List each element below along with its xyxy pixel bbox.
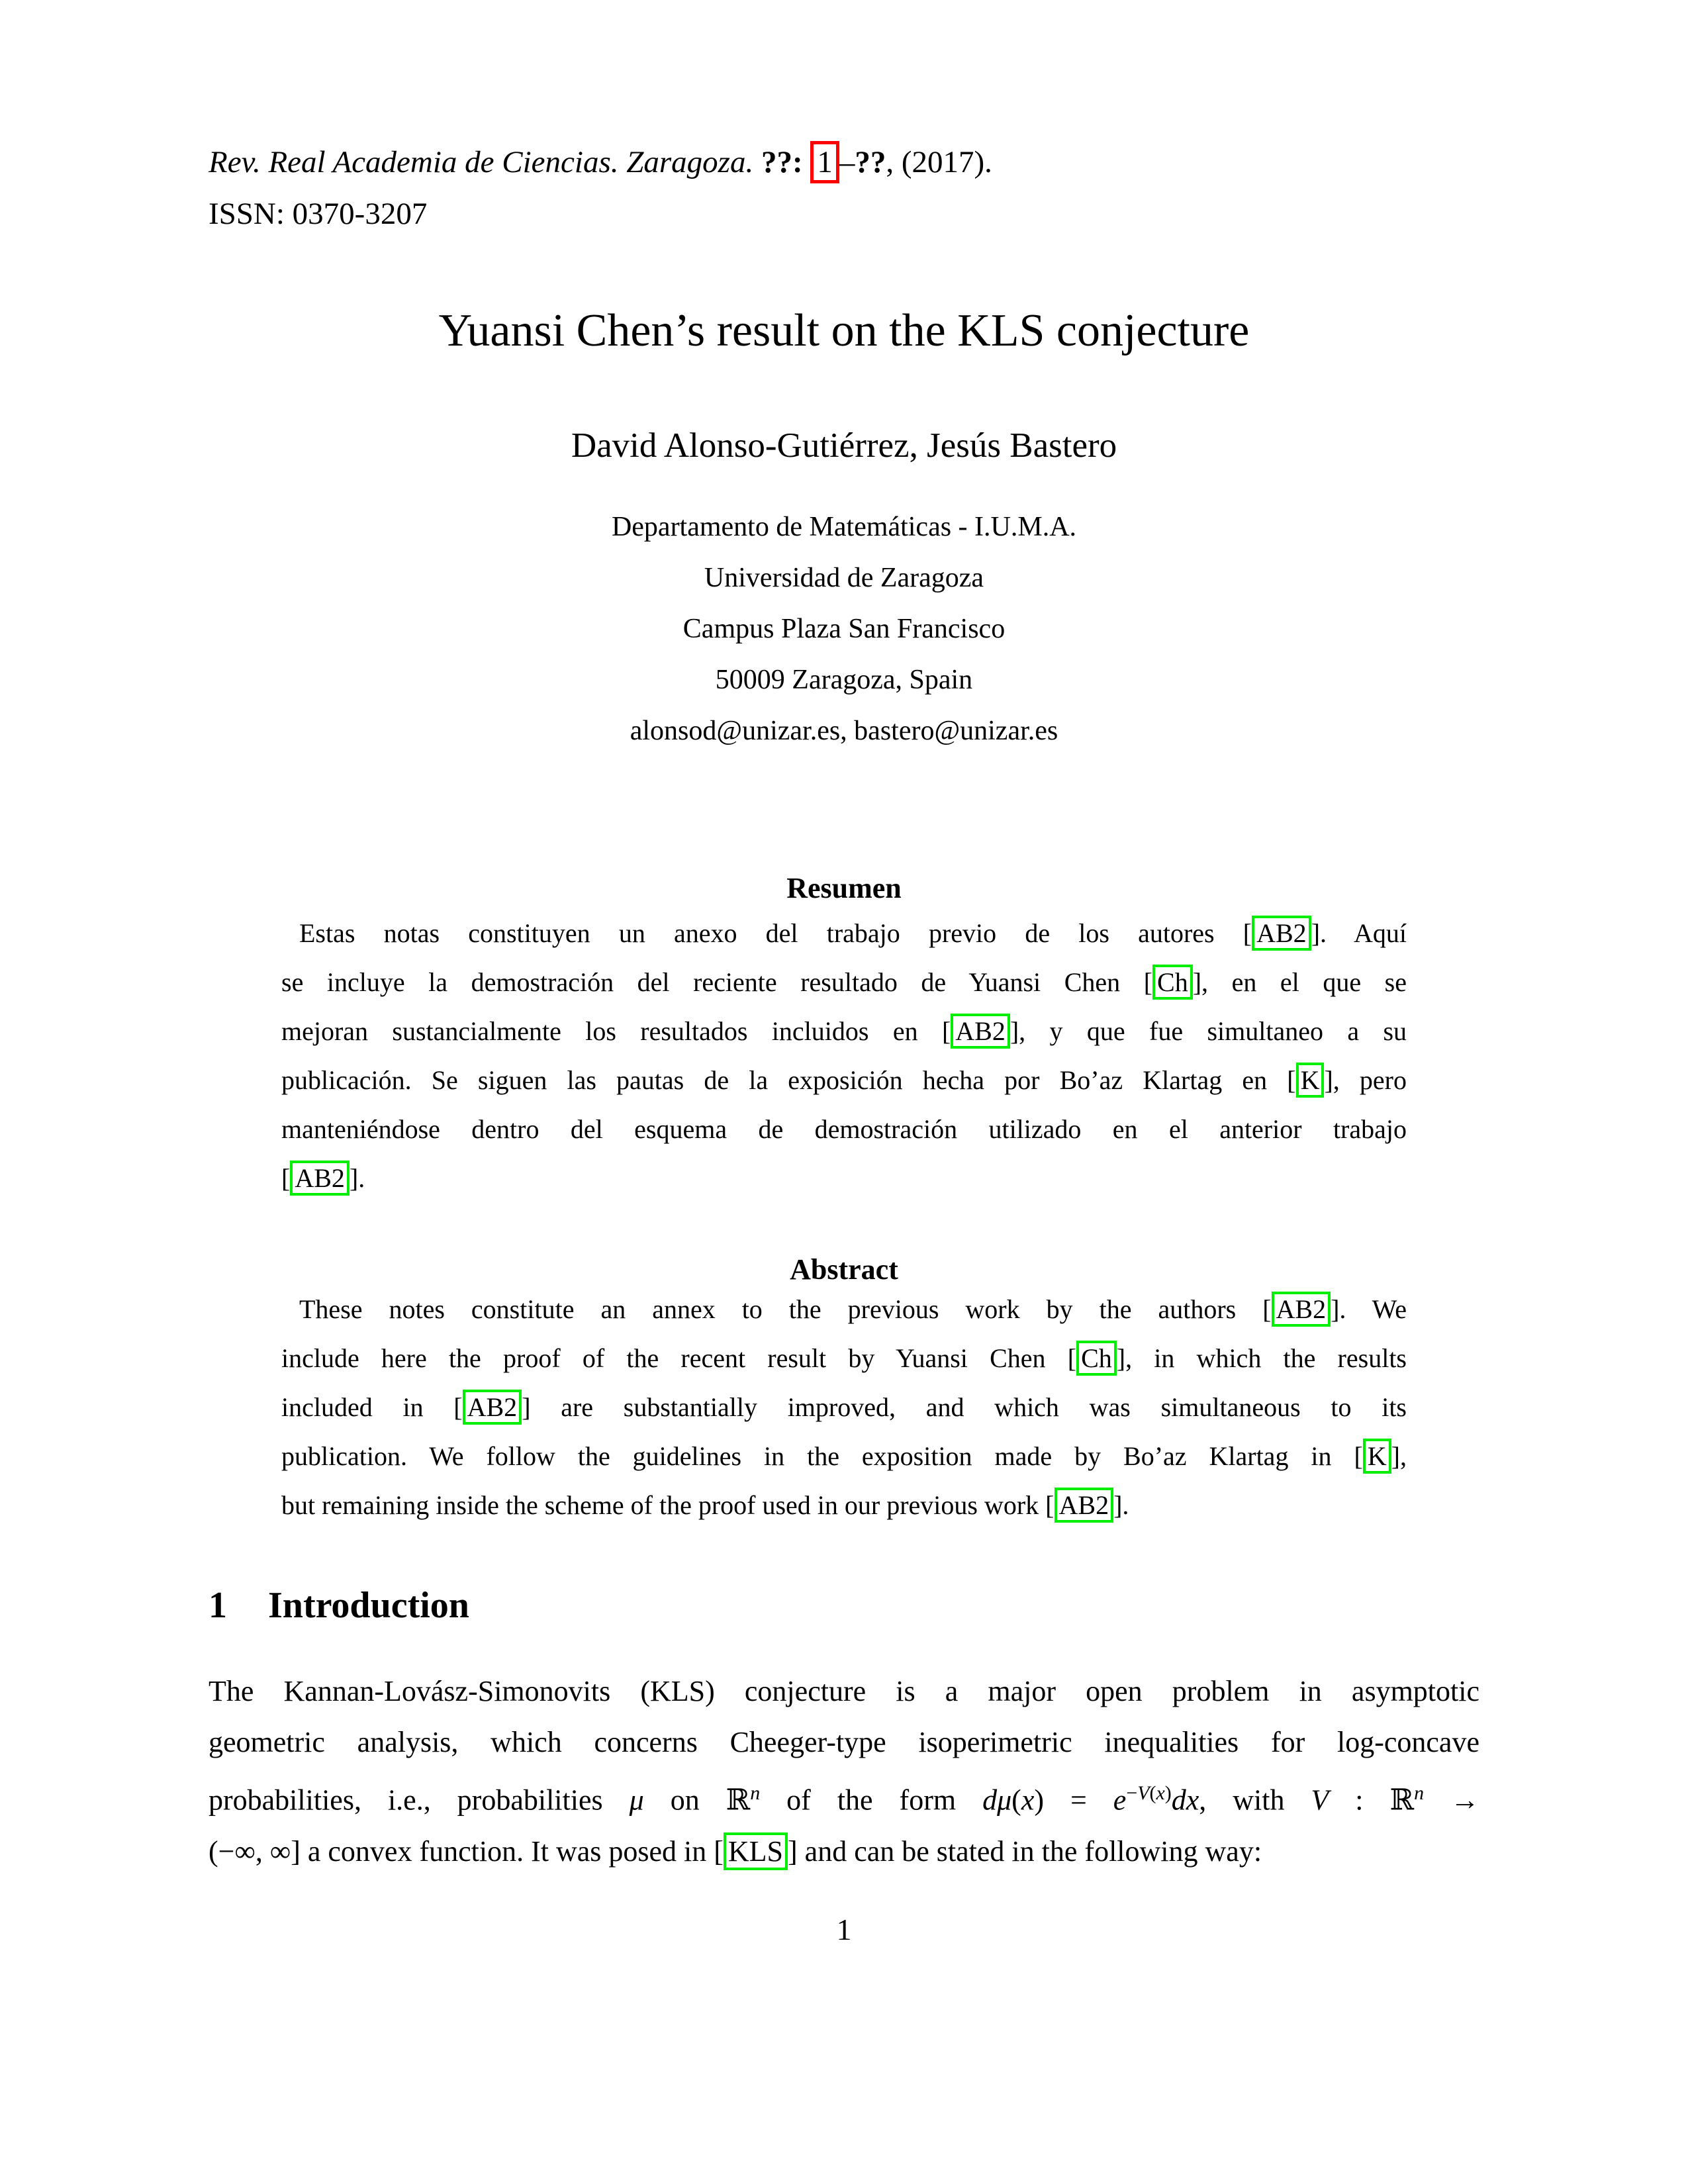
text-line [281, 1154, 1407, 1203]
text-run: ], pero [1324, 1065, 1407, 1095]
issn-line: ISSN: 0370-3207 [209, 197, 428, 231]
section-number: 1 [209, 1585, 227, 1626]
text-run: ] and can be stated in the following way: [788, 1834, 1262, 1868]
text-run: – [839, 145, 855, 179]
text-line [281, 1481, 1407, 1530]
text-run: ) [1164, 1782, 1172, 1804]
text-run: (−∞, ∞] a convex function. It was posed in [ [209, 1834, 724, 1868]
resumen-paragraph [281, 909, 1407, 1203]
text-run: included in [ [281, 1392, 463, 1422]
citation-link[interactable]: K [1363, 1439, 1391, 1474]
journal-header [209, 136, 1479, 240]
text-run: : ℝ [1329, 1783, 1415, 1817]
text-line [209, 1717, 1479, 1768]
citation-link[interactable]: Ch [1076, 1341, 1117, 1376]
page-number: 1 [836, 1913, 852, 1946]
text-run: , with [1199, 1783, 1311, 1817]
text-run: These notes constitute an annex to the previous work by the authors [ [299, 1294, 1272, 1324]
text-run: geometric analysis, which concerns Cheeger-type isoperimetric inequalities for log-concave [209, 1726, 1479, 1758]
text-run: ]. [1113, 1490, 1129, 1520]
text-run: publication. We follow the guidelines in the exposition made by Bo’az Klartag in [ [281, 1441, 1363, 1471]
text-run: μ [629, 1783, 644, 1817]
text-run: , (2017). [886, 145, 992, 179]
text-run: ( [1149, 1782, 1156, 1804]
text-run: ], [1391, 1441, 1407, 1471]
citation-link[interactable]: Ch [1152, 965, 1193, 1000]
text-run: [ [281, 1163, 291, 1193]
text-run: Estas notas constituyen un anexo del trabajo previo de los autores [ [299, 918, 1252, 948]
text-run: ], in which the results [1116, 1343, 1407, 1373]
text-run: publicación. Se siguen las pautas de la exposición hecha por Bo’az Klartag en [ [281, 1065, 1296, 1095]
text-run: on ℝ [643, 1783, 751, 1817]
text-run: ], y que fue simultaneo a su [1009, 1016, 1407, 1046]
affiliation-line-emails: alonsod@unizar.es, bastero@unizar.es [630, 716, 1058, 746]
text-line [281, 1285, 1407, 1334]
affiliation-line-campus: Campus Plaza San Francisco [682, 614, 1006, 644]
text-line [281, 1334, 1407, 1383]
text-line [209, 1666, 1479, 1717]
text-run: include here the proof of the recent result by Yuansi Chen [ [281, 1343, 1077, 1373]
resumen-heading: Resumen [786, 872, 902, 904]
text-run: manteniéndose dentro del esquema de demostración utilizado en el anterior trabajo [281, 1114, 1407, 1144]
authors: David Alonso-Gutiérrez, Jesús Bastero [571, 426, 1117, 465]
text-run: e [1113, 1783, 1127, 1817]
text-run: − [1126, 1782, 1138, 1804]
text-run: ] are substantially improved, and which was simultaneous to its [522, 1392, 1407, 1422]
affiliation-line-city: 50009 Zaragoza, Spain [715, 665, 973, 695]
text-run: V [1311, 1783, 1329, 1817]
text-run: n [750, 1782, 761, 1804]
abstract-heading: Abstract [790, 1253, 898, 1286]
text-run: ( [1011, 1783, 1021, 1817]
text-run: se incluye la demostración del reciente resultado de Yuansi Chen [ [281, 967, 1153, 997]
text-run: but remaining inside the scheme of the proof used in our previous work [ [281, 1490, 1055, 1520]
citation-link[interactable]: KLS [724, 1832, 788, 1870]
citation-link[interactable]: AB2 [1272, 1292, 1331, 1327]
abstract-paragraph [281, 1285, 1407, 1530]
affiliation-line-department: Departamento de Matemáticas - I.U.M.A. [611, 512, 1077, 542]
citation-link[interactable]: AB2 [951, 1014, 1010, 1049]
text-line [209, 1768, 1479, 1826]
citation-link[interactable]: AB2 [1055, 1488, 1114, 1523]
text-run: of the form [760, 1783, 983, 1817]
section-heading [209, 1584, 469, 1628]
text-line [281, 1056, 1407, 1105]
citation-link[interactable]: AB2 [1252, 916, 1311, 951]
text-run: dx [1171, 1783, 1199, 1817]
text-run: ) = [1034, 1783, 1113, 1817]
intro-paragraph [209, 1666, 1479, 1877]
citation-link[interactable]: K [1296, 1063, 1325, 1098]
text-run: ??: [761, 145, 811, 179]
text-run: x [1021, 1783, 1035, 1817]
affiliation-line-university: Universidad de Zaragoza [704, 563, 984, 593]
text-run: ?? [855, 145, 886, 179]
text-run: x [1156, 1782, 1165, 1804]
text-run: n [1414, 1782, 1425, 1804]
text-line [281, 1432, 1407, 1481]
text-line [281, 958, 1407, 1007]
citation-link[interactable]: AB2 [463, 1390, 522, 1425]
text-run: ], en el que se [1192, 967, 1407, 997]
affiliation [0, 502, 1688, 757]
text-run: probabilities, i.e., probabilities [209, 1783, 630, 1817]
section-title: Introduction [268, 1585, 469, 1626]
text-line [281, 909, 1407, 958]
text-line [281, 1383, 1407, 1432]
text-run: dμ [982, 1783, 1012, 1817]
text-line [209, 1826, 1479, 1877]
text-run: The Kannan-Lovász-Simonovits (KLS) conjecture is a major open problem in asymptotic [209, 1675, 1479, 1707]
paper-title: Yuansi Chen’s result on the KLS conjecture [438, 305, 1250, 356]
text-run: Rev. Real Academia de Ciencias. Zaragoza. [209, 145, 761, 179]
text-run: ]. [349, 1163, 365, 1193]
text-run: V [1137, 1782, 1150, 1804]
text-run: mejoran sustancialmente los resultados incluidos en [ [281, 1016, 951, 1046]
text-line [281, 1007, 1407, 1056]
text-line [281, 1105, 1407, 1154]
text-run: → [1424, 1783, 1480, 1817]
journal-header-line [209, 136, 1479, 188]
page-ref-link[interactable]: 1 [810, 141, 839, 183]
text-run: ]. Aquí [1311, 918, 1407, 948]
citation-link[interactable]: AB2 [290, 1161, 350, 1196]
text-run: ]. We [1331, 1294, 1407, 1324]
